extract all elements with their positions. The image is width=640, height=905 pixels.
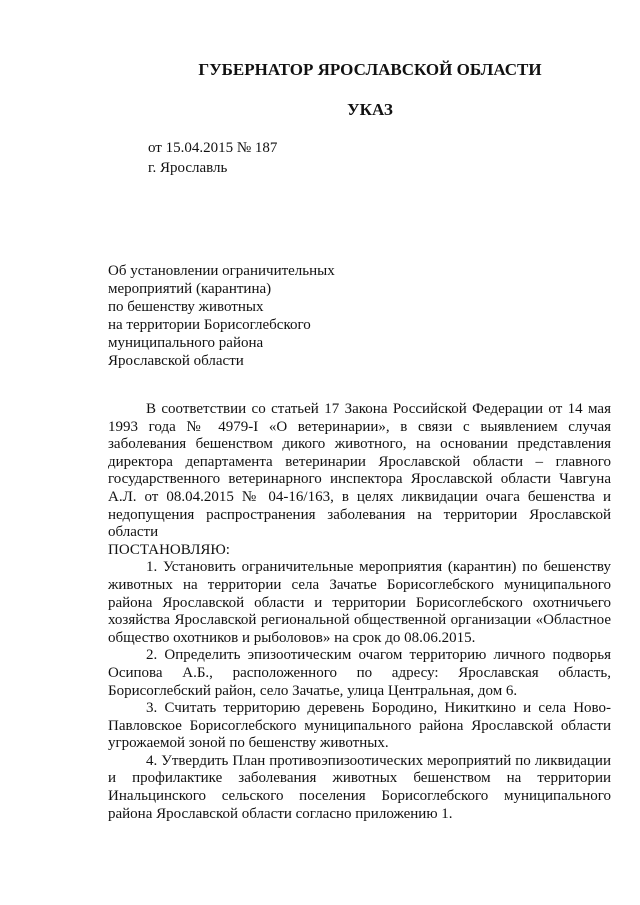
decree-item: 2. Определить эпизоотическим очагом территорию личного подворья Осипова А.Б., расположенного по адресу: Ярославская область, Борисоглебский район, село Зачатье, улица Центральная, дом 6. [108,647,611,699]
subject-line: Ярославской области [108,353,244,369]
document-meta [148,138,277,178]
subject-line: по бешенству животных [108,299,264,315]
decree-item: 1. Установить ограничительные мероприятия (карантин) по бешенству животных на территории села Зачатье Борисоглебского муниципального района Ярославской области и территории Борисоглебского охотничьего хозяйства Ярославской региональной общественной организации «Областное общество охотников и рыболовов» на срок до 08.06.2015. [108,559,611,646]
decree-item: 4. Утвердить План противоэпизоотических мероприятий по ликвидации и профилактике заболевания животных бешенством на территории Инальцинского сельского поселения Борисоглебского муниципального района Ярославской области согласно приложению 1. [108,752,611,822]
document-subject [108,262,335,370]
preamble-paragraph: В соответствии со статьей 17 Закона Российской Федерации от 14 мая 1993 года № 4979-I «О ветеринарии», в связи с выявлением случая заболевания бешенством дикого животного, на основании представления директора департамента ветеринарии Ярославской области – главного государственного ветеринарного инспектора Ярославской области Чавгуна А.Л. от 08.04.2015 № 04-16/163, в целях ликвидации очага бешенства и недопущения распространения заболевания на территории Ярославской области [108,401,611,541]
document-body [108,401,611,823]
issuer-title: ГУБЕРНАТОР ЯРОСЛАВСКОЙ ОБЛАСТИ [198,60,542,79]
subject-line: на территории Борисоглебского [108,317,311,333]
city: г. Ярославль [148,160,228,176]
decree-item: 3. Считать территорию деревень Бородино, Никиткино и села Ново-Павловское Борисоглебского муниципального района Ярославской области угрожаемой зоной по бешенству животных. [108,700,611,752]
subject-line: Об установлении ограничительных [108,263,335,279]
date-number: от 15.04.2015 № 187 [148,140,278,156]
subject-line: муниципального района [108,335,264,351]
document-type: УКАЗ [347,100,393,119]
decree-word: ПОСТАНОВЛЯЮ: [108,541,230,558]
subject-line: мероприятий (карантина) [108,281,272,297]
